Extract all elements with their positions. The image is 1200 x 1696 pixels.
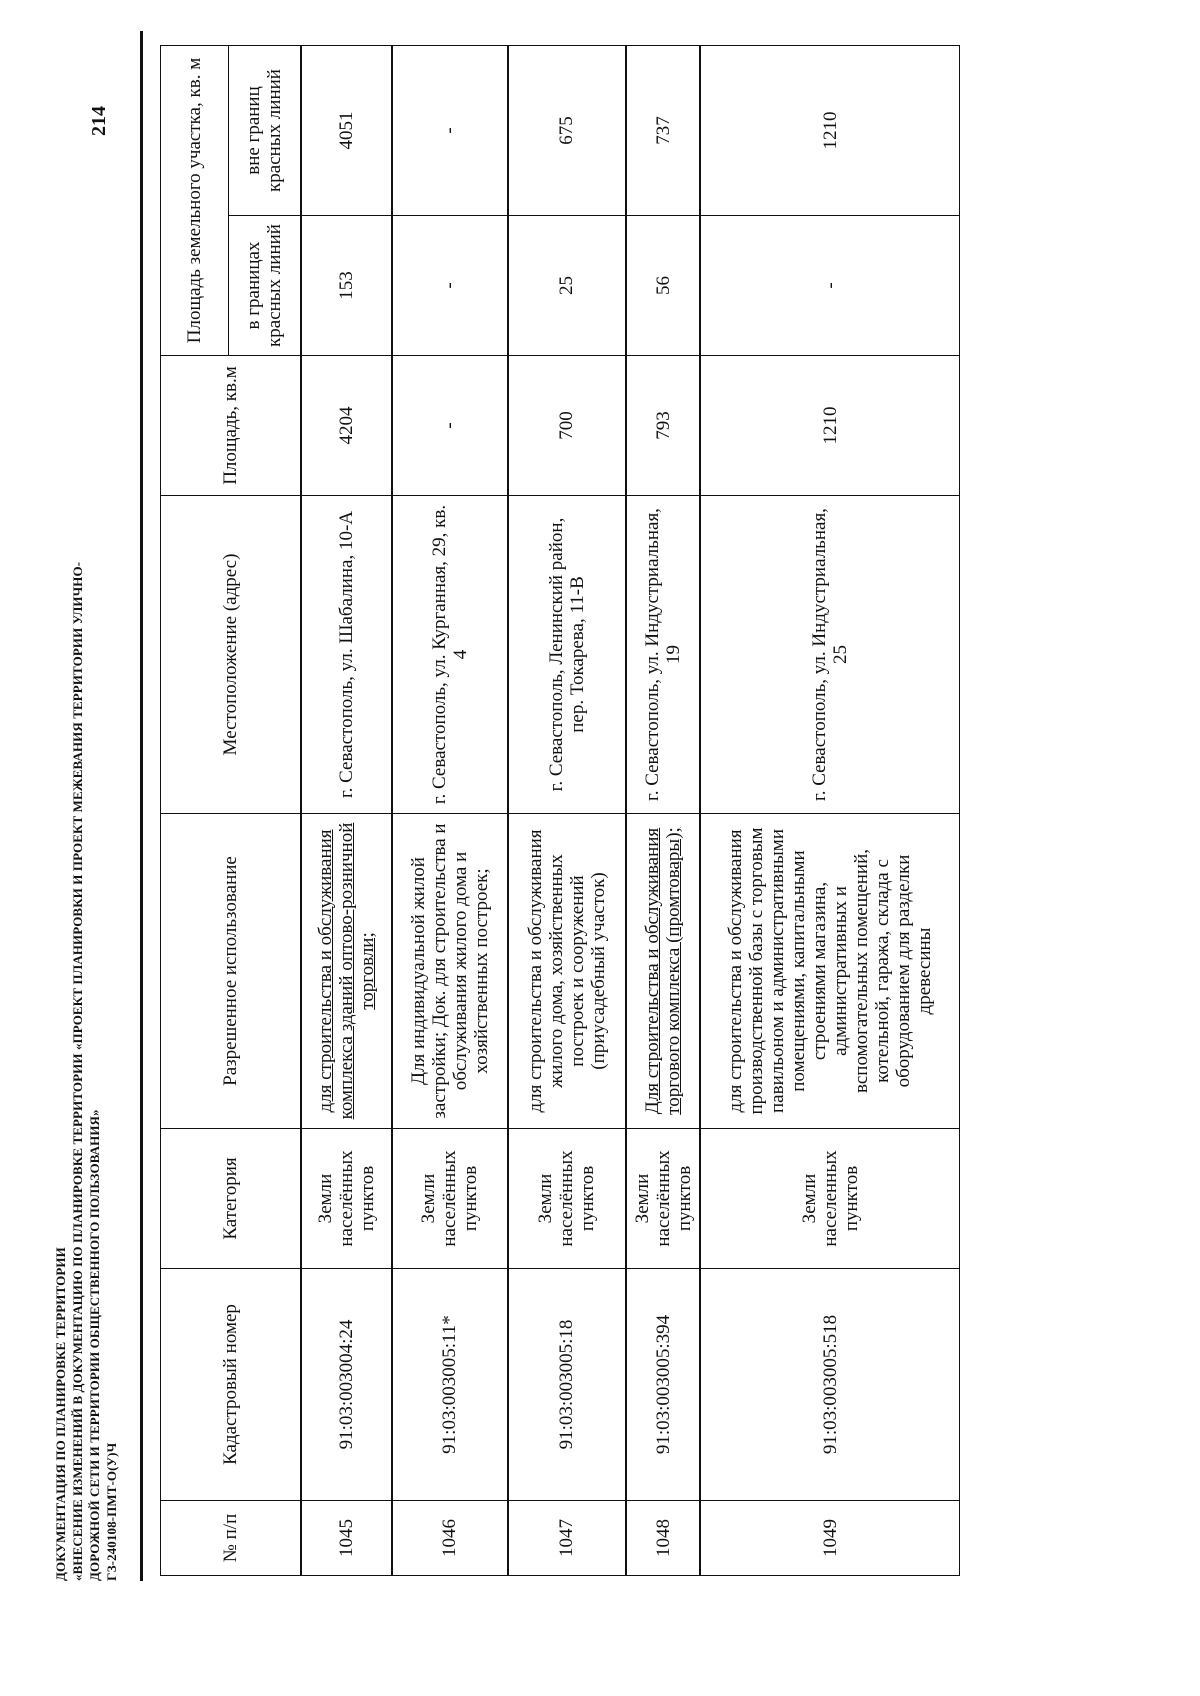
cell-location: г. Севастополь, ул. Курганная, 29, кв. 4 — [392, 496, 508, 814]
header-outside-red-lines: вне границ красных линий — [229, 46, 301, 216]
cell-outside: - — [392, 46, 508, 216]
table-row — [700, 46, 959, 1576]
cell-num: 1047 — [508, 1501, 626, 1576]
cell-usage: для строительства и обслуживания комплекса зданий оптово-розничной торговли; — [301, 814, 392, 1129]
table-row — [301, 46, 392, 1576]
cell-inside: 25 — [508, 216, 626, 356]
header-divider — [140, 31, 143, 1581]
cell-cadastral: 91:03:003005:518 — [700, 1269, 959, 1501]
cell-area: 1210 — [700, 356, 959, 496]
document-header — [52, 431, 120, 1581]
cell-outside: 4051 — [301, 46, 392, 216]
header-location: Местоположение (адрес) — [161, 496, 301, 814]
cell-outside: 675 — [508, 46, 626, 216]
header-line-1: ДОКУМЕНТАЦИЯ ПО ПЛАНИРОВКЕ ТЕРРИТОРИИ — [53, 1247, 68, 1581]
header-line-4: ГЗ-240108-ПМТ-О(У)Ч — [104, 1442, 119, 1581]
land-plots-table — [160, 45, 960, 1576]
cell-num: 1045 — [301, 1501, 392, 1576]
cell-cadastral: 91:03:003005:18 — [508, 1269, 626, 1501]
cell-usage: Для строительства и обслуживания торгового комплекса (промтовары); — [626, 814, 701, 1129]
table-row — [626, 46, 701, 1576]
cell-num: 1049 — [700, 1501, 959, 1576]
cell-location: г. Севастополь, ул. Шабалина, 10-А — [301, 496, 392, 814]
cell-cadastral: 91:03:003005:11* — [392, 1269, 508, 1501]
cell-area: - — [392, 356, 508, 496]
cell-cadastral: 91:03:003004:24 — [301, 1269, 392, 1501]
cell-category: Земли населённых пунктов — [508, 1129, 626, 1269]
header-line-3: ДОРОЖНОЙ СЕТИ И ТЕРРИТОРИИ ОБЩЕСТВЕННОГО ПОЛЬЗОВАНИЯ» — [87, 1109, 102, 1581]
cell-location: г. Севастополь, ул. Индустриальная, 25 — [700, 496, 959, 814]
header-plot-area: Площадь земельного участка, кв. м — [161, 46, 229, 356]
cell-num: 1046 — [392, 1501, 508, 1576]
header-inside-red-lines: в границах красных линий — [229, 216, 301, 356]
header-line-2: «ВНЕСЕНИЕ ИЗМЕНЕНИЙ В ДОКУМЕНТАЦИЮ ПО ПЛАНИРОВКЕ ТЕРРИТОРИИ «ПРОЕКТ ПЛАНИРОВКИ И ПРОЕКТ МЕЖЕВАНИЯ ТЕРРИТОРИИ УЛИЧНО- — [70, 561, 85, 1581]
cell-num: 1048 — [626, 1501, 701, 1576]
header-cadastral: Кадастровый номер — [161, 1269, 301, 1501]
header-area: Площадь, кв.м — [161, 356, 301, 496]
cell-category: Земли населенных пунктов — [700, 1129, 959, 1269]
cell-inside: - — [392, 216, 508, 356]
cell-usage: для строительства и обслуживания жилого дома, хозяйственных построек и сооружений (приусадебный участок) — [508, 814, 626, 1129]
cell-area: 700 — [508, 356, 626, 496]
header-usage: Разрешенное использование — [161, 814, 301, 1129]
cell-category: Земли населённых пунктов — [626, 1129, 701, 1269]
cell-outside: 1210 — [700, 46, 959, 216]
cell-area: 793 — [626, 356, 701, 496]
cell-area: 4204 — [301, 356, 392, 496]
cell-inside: 153 — [301, 216, 392, 356]
cell-category: Земли населённых пунктов — [301, 1129, 392, 1269]
cell-outside: 737 — [626, 46, 701, 216]
cell-usage: для строительства и обслуживания производственной базы с торговым павильоном и административными помещениями, капитальными строениями магазина, административных и вспомогательных помещений, котельной, гаража, склада с оборудованием для разделки древесины — [700, 814, 959, 1129]
cell-location: г. Севастополь, Ленинский район, пер. Токарева, 11-В — [508, 496, 626, 814]
table-row — [392, 46, 508, 1576]
table-row — [508, 46, 626, 1576]
page-number: 214 — [88, 106, 110, 136]
cell-inside: - — [700, 216, 959, 356]
cell-inside: 56 — [626, 216, 701, 356]
cell-location: г. Севастополь, ул. Индустриальная, 19 — [626, 496, 701, 814]
cell-usage: Для индивидуальной жилой застройки; Док. для строительства и обслуживания жилого дома и хозяйственных построек; — [392, 814, 508, 1129]
header-num: № п/п — [161, 1501, 301, 1576]
cell-cadastral: 91:03:003005:394 — [626, 1269, 701, 1501]
header-category: Категория — [161, 1129, 301, 1269]
cell-category: Земли населённых пунктов — [392, 1129, 508, 1269]
